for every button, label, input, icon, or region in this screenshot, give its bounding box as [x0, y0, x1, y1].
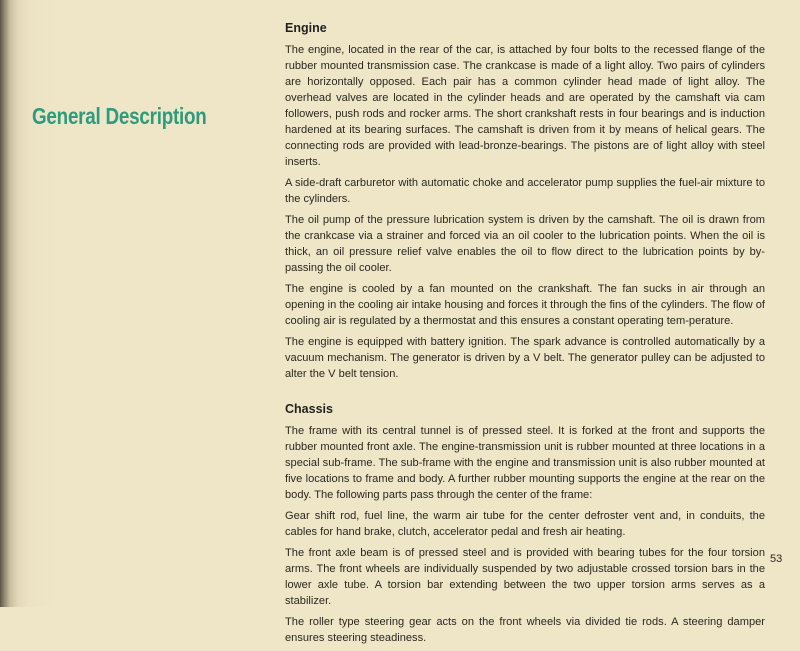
- chassis-paragraph: The roller type steering gear acts on the front wheels via divided tie rods. A steering damper ensures steering steadiness.: [285, 616, 765, 644]
- body-text-column: [285, 20, 765, 651]
- page-number: 53: [770, 553, 783, 565]
- chassis-paragraph: Gear shift rod, fuel line, the warm air tube for the center defroster vent and, in conduits, the cables for hand brake, clutch, accelerator pedal and fresh air heating.: [285, 510, 765, 538]
- left-margin-column: [14, 0, 264, 607]
- section-title: General Description: [32, 103, 207, 129]
- chassis-paragraph: The front axle beam is of pressed steel and is provided with bearing tubes for the four torsion arms. The front wheels are individually suspended by two adjustable crossed torsion bars in the lower axle tube. A torsion bar extending between the two upper torsion arms serves as a stabilizer.: [285, 547, 765, 607]
- engine-paragraph: The oil pump of the pressure lubrication system is driven by the camshaft. The oil is drawn from the crankcase via a strainer and forced via an oil cooler to the lubrication points. When the oil is thick, an oil pressure relief valve enables the oil to flow direct to the lubrication points by by-passing the oil cooler.: [285, 214, 765, 274]
- chassis-section: [285, 401, 765, 646]
- chassis-paragraph: The frame with its central tunnel is of pressed steel. It is forked at the front and supports the rubber mounted front axle. The engine-transmission unit is rubber mounted at three locations in a special sub-frame. The sub-frame with the engine and transmission unit is also rubber mounted at five locations to frame and body. A further rubber mounting supports the engine at the rear on the body. The following parts pass through the center of the frame:: [285, 425, 765, 501]
- engine-heading: Engine: [285, 21, 327, 35]
- engine-section: [285, 20, 765, 382]
- engine-paragraph: The engine is cooled by a fan mounted on the crankshaft. The fan sucks in air through an opening in the cooling air intake housing and forces it through the fins of the cylinders. The flow of cooling air is regulated by a thermostat and this ensures a constant operating tem-perature.: [285, 283, 765, 327]
- engine-paragraph: A side-draft carburetor with automatic choke and accelerator pump supplies the fuel-air mixture to the cylinders.: [285, 177, 765, 205]
- engine-paragraph: The engine is equipped with battery ignition. The spark advance is controlled automatically by a vacuum mechanism. The generator is driven by a V belt. The generator pulley can be adjusted to alter the V belt tension.: [285, 336, 765, 380]
- chassis-heading: Chassis: [285, 402, 333, 416]
- engine-paragraph: The engine, located in the rear of the car, is attached by four bolts to the recessed flange of the rubber mounted transmission case. The crankcase is made of a light alloy. Two pairs of cylinders are horizontally opposed. Each pair has a common cylinder head made of light alloy. The overhead valves are located in the cylinder heads and are operated by the camshaft via cam followers, push rods and rocker arms. The short crankshaft rests in four bearings and is induction hardened at its bearing surfaces. The camshaft is driven from it by means of helical gears. The connecting rods are provided with lead-bronze-bearings. The pistons are of light alloy with steel inserts.: [285, 44, 765, 168]
